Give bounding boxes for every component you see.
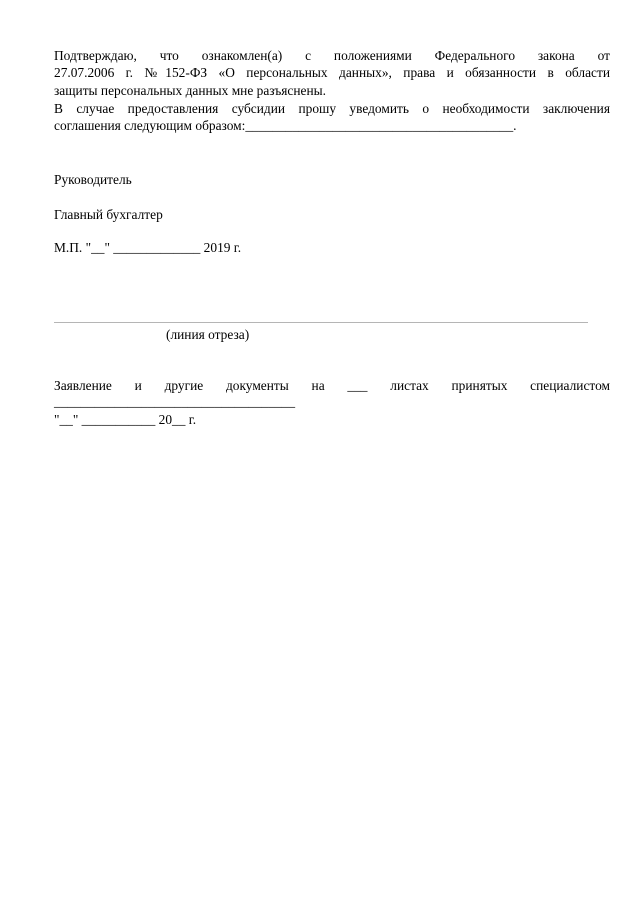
cut-line-label: (линия отреза) (166, 327, 250, 342)
receipt-line-3: "__" ___________ 20__ г. (54, 412, 197, 427)
consent-line-2: 27.07.2006 г. №152-ФЗ «О персональных данных», права и обязанности в области (54, 65, 610, 80)
head-signature-label: Руководитель (54, 172, 132, 187)
receipt-line-2: ____________________________________ (54, 394, 296, 409)
stamp-date-line: М.П. "__" _____________ 2019 г. (54, 240, 242, 255)
consent-line-1: Подтверждаю, что ознакомлен(а) с положениями Федерального закона от (54, 48, 610, 63)
receipt-line-1: Заявление и другие документы на ___ листах принятых специалистом (54, 378, 610, 393)
accountant-signature-label: Главный бухгалтер (54, 207, 163, 222)
notify-line-2: соглашения следующим образом:________________________________________. (54, 118, 517, 133)
cut-line (54, 322, 588, 323)
notify-line-1: В случае предоставления субсидии прошу уведомить о необходимости заключения (54, 101, 610, 116)
consent-line-3: защиты персональных данных мне разъяснены. (54, 83, 326, 98)
